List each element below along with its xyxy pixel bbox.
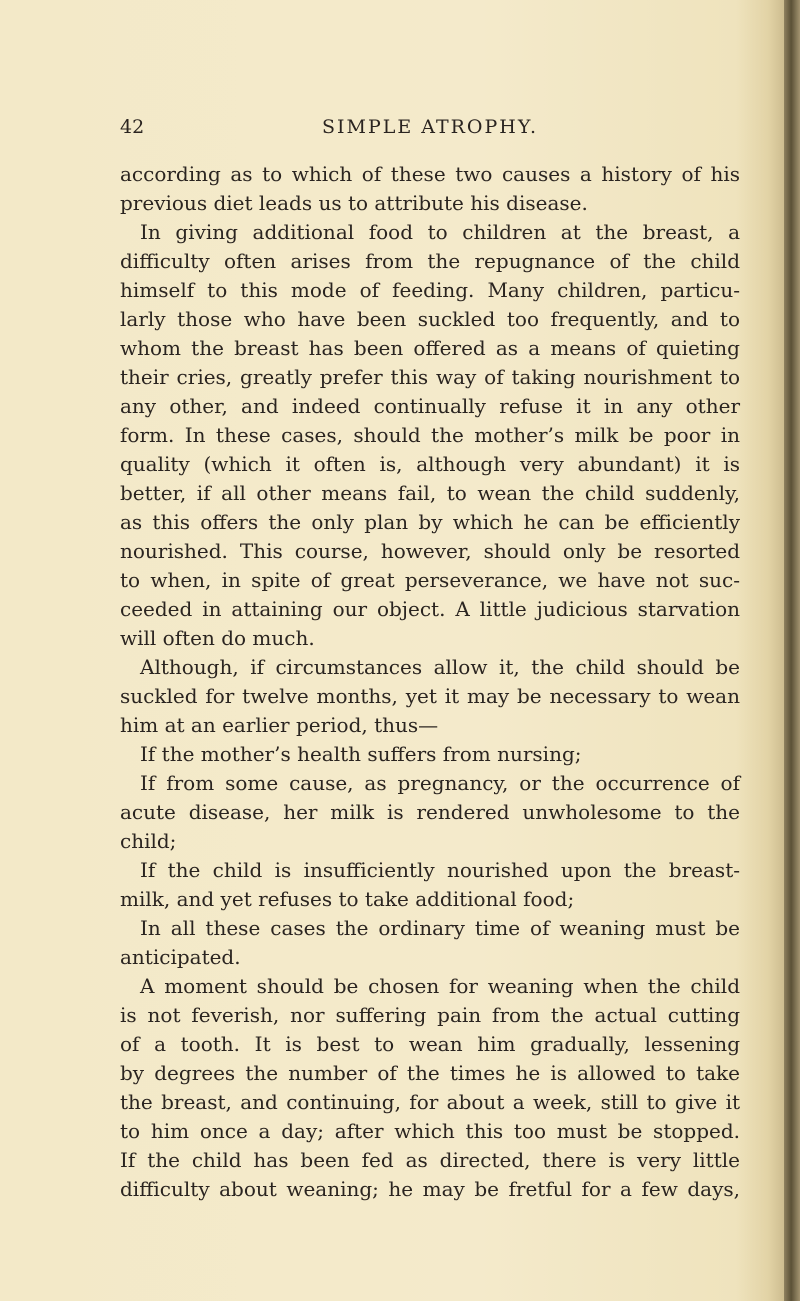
text-line: ceeded in attaining our object. A little judicious starvation — [120, 597, 740, 621]
running-title: SIMPLE ATROPHY. — [321, 116, 538, 138]
text-line: himself to this mode of feeding. Many children, particu- — [120, 278, 740, 302]
text-line: whom the breast has been offered as a means of quieting — [120, 336, 740, 360]
text-line: If the child has been fed as directed, there is very little — [120, 1148, 740, 1172]
text-line: acute disease, her milk is rendered unwholesome to the — [120, 800, 740, 824]
text-line: to when, in spite of great perseverance, we have not suc- — [120, 568, 740, 592]
text-line: difficulty often arises from the repugnance of the child — [120, 249, 740, 273]
text-line: by degrees the number of the times he is allowed to take — [120, 1061, 740, 1085]
text-line: of a tooth. It is best to wean him gradually, lessening — [120, 1032, 740, 1056]
text-line: milk, and yet refuses to take additional food; — [120, 887, 575, 911]
text-line: is not feverish, nor suffering pain from the actual cutting — [120, 1003, 740, 1027]
text-line: difficulty about weaning; he may be fretful for a few days, — [120, 1177, 740, 1201]
text-line: according as to which of these two causes a history of his — [120, 162, 740, 186]
text-line: If from some cause, as pregnancy, or the occurrence of — [140, 771, 740, 795]
page-number: 42 — [120, 116, 145, 138]
text-line: suckled for twelve months, yet it may be necessary to wean — [120, 684, 740, 708]
text-line: A moment should be chosen for weaning when the child — [140, 974, 740, 998]
text-line: nourished. This course, however, should only be resorted — [120, 539, 740, 563]
page-binding-edge — [784, 0, 800, 1301]
text-line: any other, and indeed continually refuse it in any other — [120, 394, 740, 418]
body-text — [120, 160, 740, 1204]
text-line: to him once a day; after which this too must be stopped. — [120, 1119, 740, 1143]
text-line: form. In these cases, should the mother’s milk be poor in — [120, 423, 740, 447]
text-line: as this offers the only plan by which he can be efficiently — [120, 510, 740, 534]
text-line: him at an earlier period, thus— — [120, 713, 439, 737]
text-line: their cries, greatly prefer this way of taking nourishment to — [120, 365, 740, 389]
text-line: previous diet leads us to attribute his disease. — [120, 191, 588, 215]
text-line: larly those who have been suckled too frequently, and to — [120, 307, 740, 331]
text-line: In giving additional food to children at the breast, a — [140, 220, 740, 244]
text-line: If the mother’s health suffers from nursing; — [140, 742, 582, 766]
text-line: will often do much. — [120, 626, 315, 650]
page-header — [120, 116, 740, 146]
text-line: If the child is insufficiently nourished upon the breast- — [140, 858, 740, 882]
text-line: quality (which it often is, although very abundant) it is — [120, 452, 740, 476]
text-line: better, if all other means fail, to wean the child suddenly, — [120, 481, 740, 505]
text-line: child; — [120, 829, 177, 853]
text-line: anticipated. — [120, 945, 241, 969]
text-line: Although, if circumstances allow it, the child should be — [140, 655, 740, 679]
text-line: In all these cases the ordinary time of weaning must be — [140, 916, 740, 940]
text-line: the breast, and continuing, for about a week, still to give it — [120, 1090, 740, 1114]
